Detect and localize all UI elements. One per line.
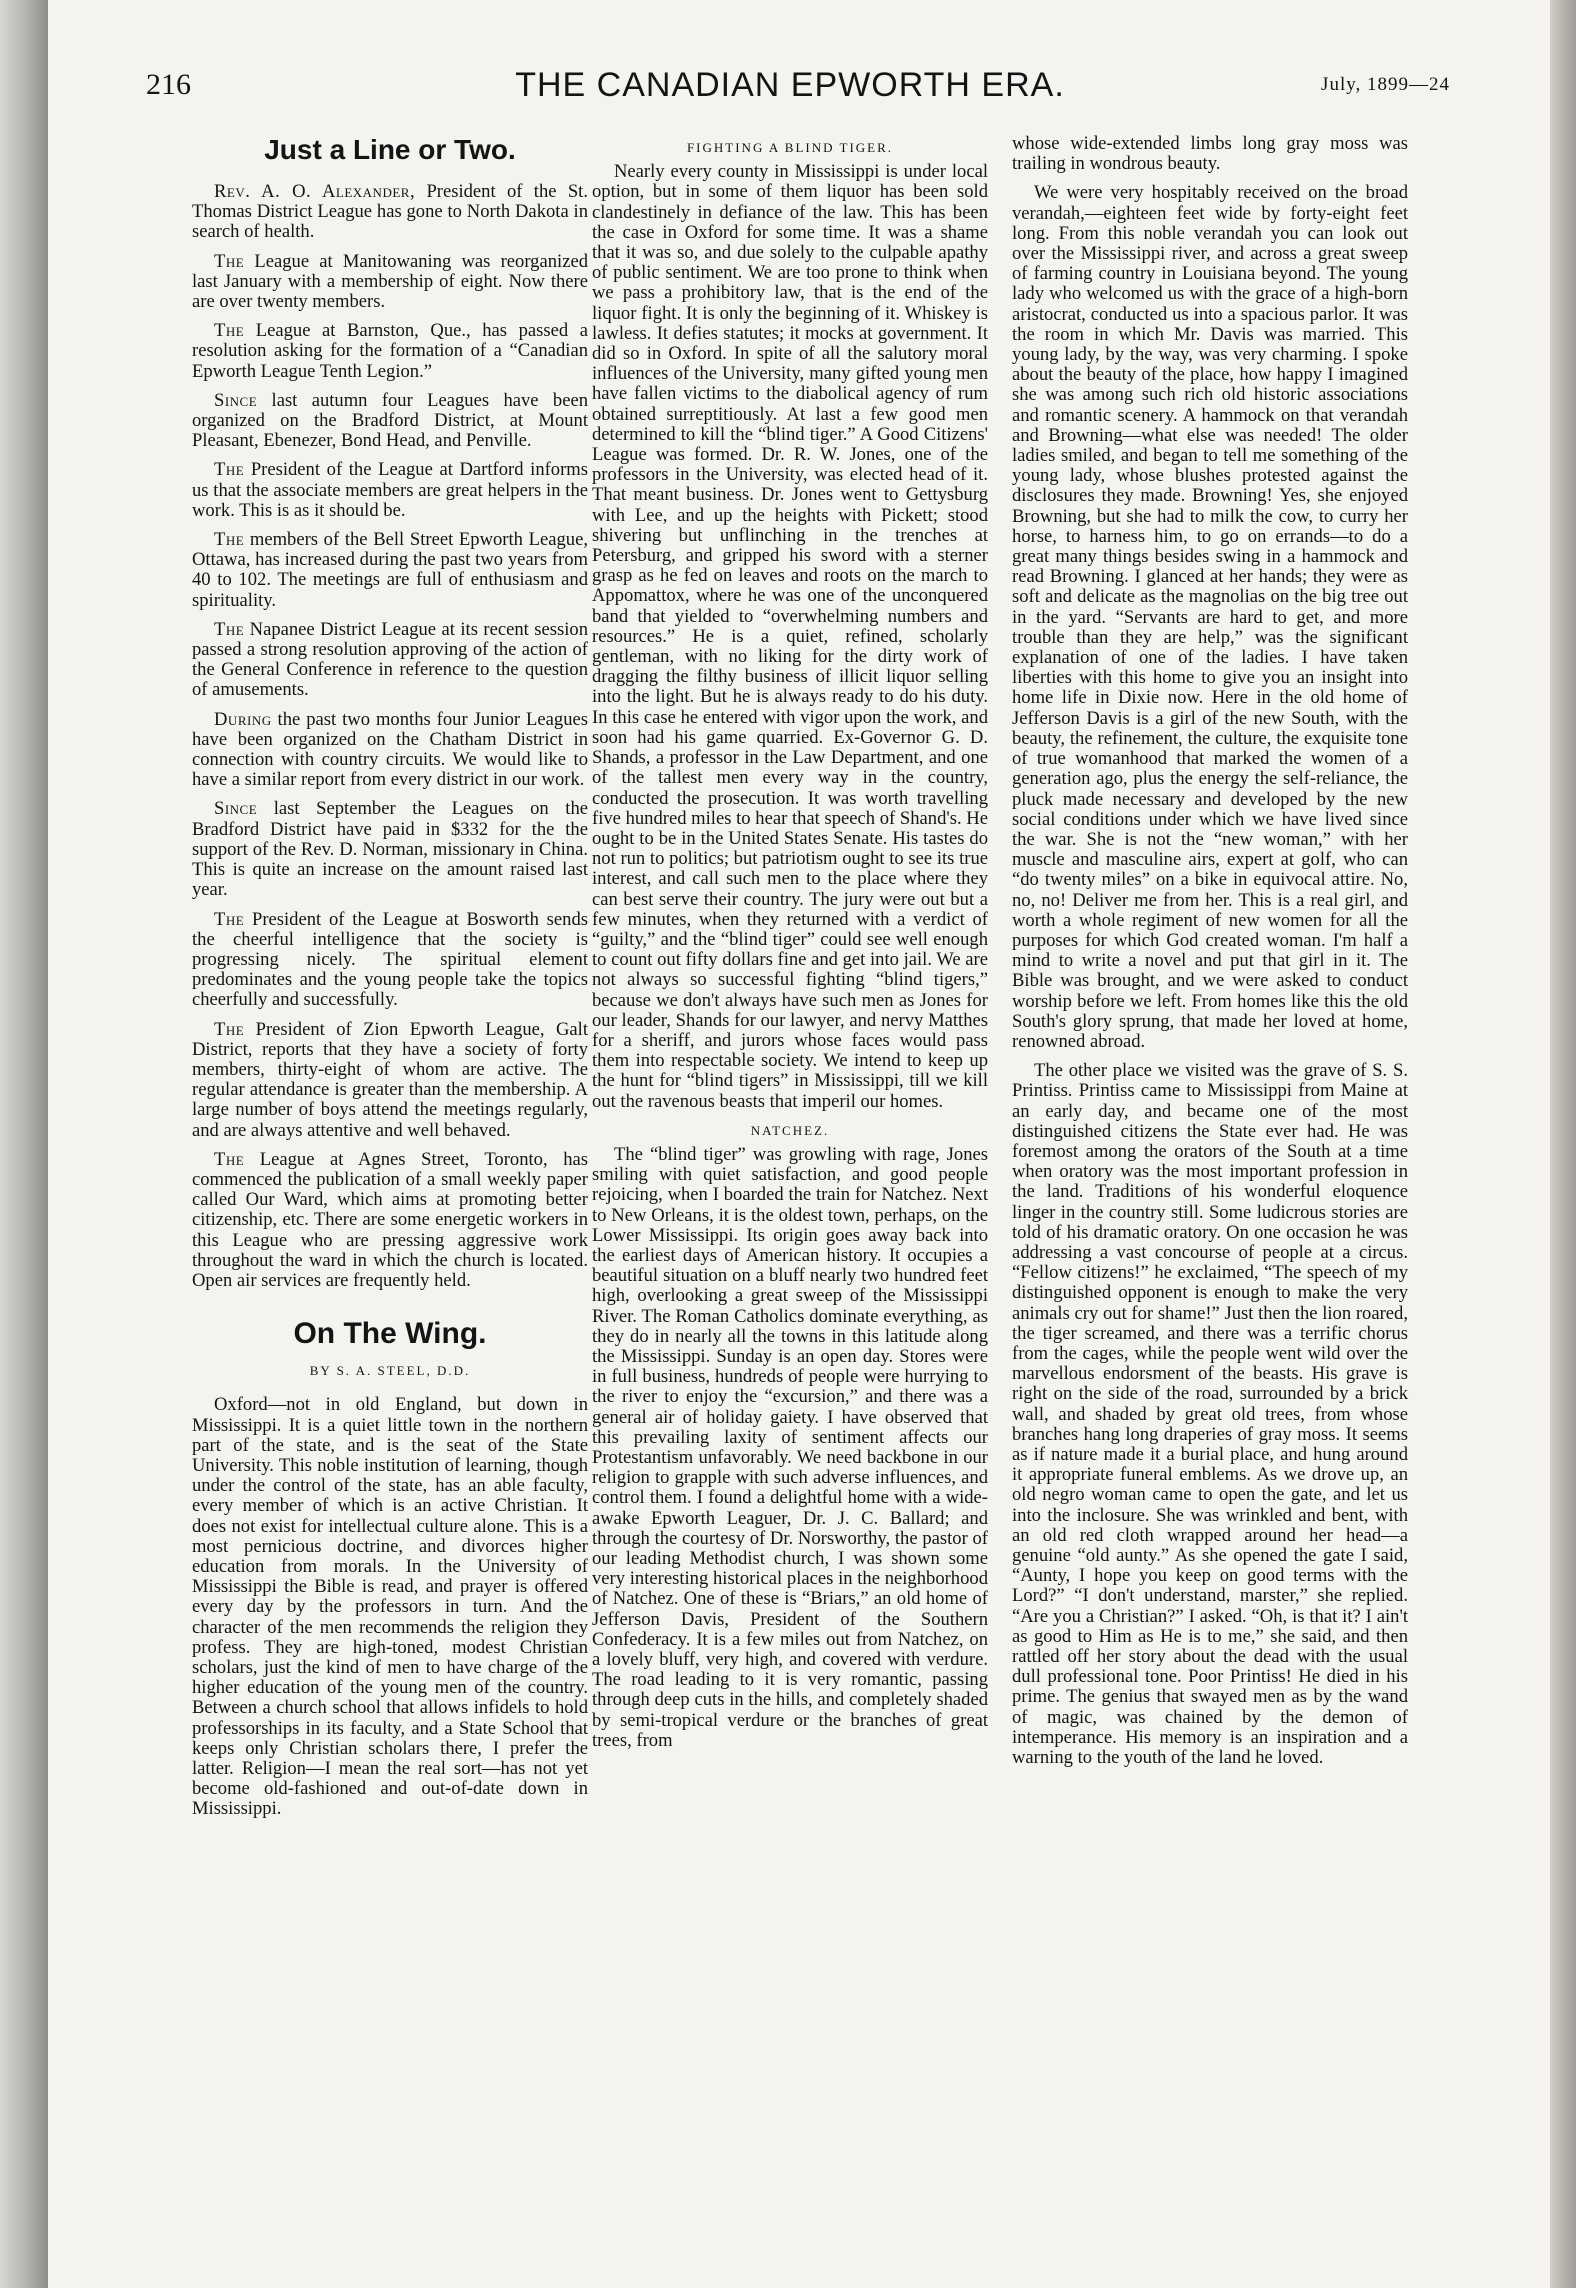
news-item-lead: Since xyxy=(214,798,258,820)
section-title-just-a-line: Just a Line or Two. xyxy=(264,134,516,165)
news-item xyxy=(192,620,588,701)
news-item xyxy=(192,391,588,452)
columns xyxy=(130,134,1450,2262)
paragraph: The other place we visited was the grave of S. S. Printiss. Printiss came to Mississippi from Maine at an early day, and became one of the most distinguished citizens the State ever had. He was foremost among the orators of the South at a time when oratory was the most important profession in the land. Traditions of his wonderful eloquence linger in the country still. Some ludicrous stories are told of his dramatic oratory. On one occasion he was addressing a vast concourse of people at a circus. “Fellow citizens!” he exclaimed, “The speech of my distinguished opponent is enough to make the very animals cry out for shame!” Just then the lion roared, the tiger screamed, and there was a terrific chorus from the cages, while the people went wild over the marvellous endorsment of the beasts. His grave is right on the side of the road, surrounded by a brick wall, and shaded by great old trees, from whose branches hang long draperies of gray moss. It seems as if nature made it a burial place, and hung around it appropriate funeral emblems. As we drove up, an old negro woman came to open the gate, and let us into the inclosure. She was wrinkled and bent, with an old red cloth wrapped around her head—a genuine “old aunty.” As she opened the gate I said, “Aunty, I hope you keep on good terms with the Lord?” “I don't understand, marster,” she replied. “Are you a Christian?” I asked. “Oh, is that it? I ain't as good to Him as He is to me,” she said, and then rattled off her story about the dead with the usual dull professional tone. Poor Printiss! He died in his prime. The genius that swayed men as by the wand of magic, was chained by the demon of intemperance. His memory is an inspiration and a warning to the youth of the land he loved. xyxy=(1012,1060,1408,1769)
news-item-lead: During xyxy=(214,708,272,730)
paragraph: whose wide-extended limbs long gray moss was trailing in wondrous beauty. xyxy=(1012,133,1408,175)
news-item-text: Napanee District League at its recent session passed a strong resolution approving of the action of the General Conference in reference to the question of amusements. xyxy=(192,618,588,701)
page-number: 216 xyxy=(146,68,191,101)
subhead-natchez: NATCHEZ. xyxy=(750,1122,830,1138)
news-item xyxy=(192,530,588,611)
news-item-lead: The xyxy=(214,1018,245,1040)
news-item xyxy=(192,799,588,900)
news-item xyxy=(192,321,588,382)
news-item xyxy=(192,710,588,791)
news-item-text: last September the Leagues on the Bradford District have paid in $332 for the the support of the Rev. D. Norman, missionary in China. This is quite an increase on the amount raised last year. xyxy=(192,798,588,901)
page-edge-right xyxy=(1550,0,1576,2288)
natchez-body xyxy=(592,1145,988,1751)
news-item-text: President of Zion Epworth League, Galt District, reports that they have a society of forty members, thirty-eight of whom are active. The regular attendance is greater than the membership. A large number of boys attend the meetings regularly, and are always attentive and well behaved. xyxy=(192,1018,588,1141)
column-3-body xyxy=(1012,134,1408,1768)
news-item-lead: The xyxy=(214,250,245,272)
page-edge-left xyxy=(0,0,48,2288)
news-item-lead: Since xyxy=(214,389,258,411)
news-item xyxy=(192,252,588,313)
paragraph: Oxford—not in old England, but down in Mississippi. It is a quiet little town in the northern part of the state, and is the seat of the State University. This noble institution of learning, though under the control of the state, has an able faculty, every member of which is an active Christian. It does not exist for intellectual culture alone. This is a most pernicious doctrine, and divorces higher education from morals. In the University of Mississippi the Bible is read, and prayer is offered every day by the professors in turn. And the character of the men recommends the religion they profess. They are high-toned, modest Christian scholars, just the kind of men to have charge of the higher education of the young men of the country. Between a church school that allows infidels to hold professorships in its faculty, and a State School that keeps only Christian scholars there, I prefer the latter. Religion—I mean the real sort—has not yet become old-fashioned and out-of-date down in Mississippi. xyxy=(192,1394,588,1820)
news-item-lead: The xyxy=(214,459,245,481)
news-item-text: League at Manitowaning was reorganized last January with a membership of eight. Now there are over twenty members. xyxy=(192,250,588,313)
blind-tiger-body xyxy=(592,162,988,1112)
paragraph: The “blind tiger” was growling with rage, Jones smiling with quiet satisfaction, and good people rejoicing, when I boarded the train for Natchez. Next to New Orleans, it is the oldest town, perhaps, on the Lower Mississippi. Its origin goes away back into the earliest days of American history. It occupies a beautiful situation on a bluff nearly two hundred feet high, overlooking a great sweep of the Mississippi River. The Roman Catholics dominate everything, as they do in nearly all the towns in this latitude along the Mississippi. Sunday is an open day. Stores were in full business, hundreds of people were hurrying to the river to enjoy the “excursion,” and there was a general air of holiday gaiety. I have observed that this prevailing laxity of sentiment affects our Protestantism unfavorably. We need backbone in our religion to grapple with such adverse influences, and control them. I found a delightful home with a wide-awake Epworth Leaguer, Dr. J. C. Ballard; and through the courtesy of Dr. Norsworthy, the pastor of our leading Methodist church, I was shown some very interesting historical places in the neighborhood of Natchez. One of these is “Briars,” an old home of Jefferson Davis, President of the Southern Confederacy. It is a few miles out from Natchez, on a lovely bluff, very high, and covered with verdure. The road leading to it is very romantic, passing through deep cuts in the hills, and completely shaded by semi-tropical verdure or the branches of great trees, from xyxy=(592,1143,988,1751)
news-item-lead: The xyxy=(214,618,245,640)
paragraph: Nearly every county in Mississippi is under local option, but in some of them liquor has been sold clandestinely in defiance of the law. This has been the case in Oxford for some time. It was a shame that it was so, and due solely to the culpable apathy of public sentiment. We are too prone to think when we pass a prohibitory law, that is the end of the liquor fight. It is only the beginning of it. Whiskey is lawless. It defies statutes; it mocks at government. It did so in Oxford. In spite of all the salutory moral influences of the University, many gifted young men have fallen victims to the diabolical agency of rum obtained surreptitiously. At last a few good men determined to kill the “blind tiger.” A Good Citizens' League was formed. Dr. R. W. Jones, one of the professors in the University, was elected head of it. That meant business. Dr. Jones went to Gettysburg with Lee, and up the heights with Pickett; stood shivering but unflinching in the trenches at Petersburg, and gripped his sword with a sterner grasp as he fed on leaves and roots on the march to Appomattox, where he was one of the unconquered band that yielded to “overwhelming numbers and resources.” He is a quiet, refined, scholarly gentleman, with no liking for the dirty work of dragging the filthy business of illicit liquor selling into the light. But he is always ready to do his duty. In this case he entered with vigor upon the work, and soon had his game quarried. Ex-Governor G. D. Shands, a professor in the Law Department, and one of the tallest men every way in the country, conducted the prosecution. It was worth travelling five hundred miles to hear that speech of Shand's. He ought to be in the United States Senate. His tastes do not run to politics; but patriotism ought to see its true interest, and call such men to the place where they can best serve their country. The jury were out but a few minutes, when they returned with a verdict of “guilty,” and the “blind tiger” could see well enough to count out fifty dollars fine and get into jail. We are not always so successful fighting “blind tigers,” because we don't always have such men as Jones for our leader, Shands for our lawyer, and nervy Matthes for a sheriff, and jurors whose faces would pass them into respectable society. We intend to keep up the hunt for “blind tigers” in Mississippi, till we kill out the ravenous beasts that imperil our homes. xyxy=(592,161,988,1112)
news-item-text: League at Barnston, Que., has passed a resolution asking for the formation of a “Canadian Epworth League Tenth Legion.” xyxy=(192,320,588,382)
column-3 xyxy=(1012,134,1408,2262)
column-2 xyxy=(592,134,988,2262)
news-item-lead: Rev. A. O. Alexander, xyxy=(214,181,416,202)
on-the-wing-body xyxy=(192,1395,588,1819)
news-item xyxy=(192,1150,588,1291)
news-item-text: President of the League at Dartford informs us that the associate members are great helpers in the work. This is as it should be. xyxy=(192,459,588,521)
news-item-text: President of the St. Thomas District League has gone to North Dakota in search of health. xyxy=(192,181,588,243)
subhead-blind-tiger: FIGHTING A BLIND TIGER. xyxy=(686,140,894,155)
news-item xyxy=(192,1020,588,1141)
news-item-text: members of the Bell Street Epworth League, Ottawa, has increased during the past two years from 40 to 102. The meetings are full of enthusiasm and spirituality. xyxy=(192,529,588,611)
news-item-lead: The xyxy=(214,908,245,930)
page-header xyxy=(130,62,1450,122)
issue-date: July, 1899—24 xyxy=(1321,74,1450,95)
news-item-text: the past two months four Junior Leagues have been organized on the Chatham District in connection with country circuits. We would like to have a similar report from every district in our work. xyxy=(192,708,588,791)
just-a-line-items xyxy=(192,182,588,1291)
column-1 xyxy=(192,134,588,2262)
paragraph: We were very hospitably received on the broad verandah,—eighteen feet wide by forty-eight feet long. From this noble verandah you can look out over the Mississippi river, and across a great sweep of farming country in Louisiana beyond. The young lady who welcomed us with the grace of a high-born aristocrat, conducted us into a spacious parlor. It was the room in which Mr. Davis was married. This young lady, by the way, was very charming. I spoke about the beauty of the place, how happy I imagined she was among such rich old historic associations and romantic scenery. A hammock on that verandah and Browning—what else was needed! The older ladies smiled, and began to tell me something of the young lady, whose blushes protested against the disclosures they made. Browning! Yes, she enjoyed Browning, but she had to milk the cow, to curry her horse, to harness him, to go on errands—to do a great many things besides swing in a hammock and read Browning. I glanced at her hands; they were as soft and delicate as the magnolias on the big tree out in the yard. “Servants are hard to get, and more trouble than they are help,” was the significant explanation of one of the ladies. I have taken liberties with this home to give you an insight into home life in Dixie now. Here in the old home of Jefferson Davis is a girl of the new South, with the beauty, the refinement, the culture, the exquisite tone of true womanhood that marked the women of a generation ago, plus the energy the self-reliance, the pluck made necessary and developed by the new social conditions under which we have lived since the war. She is not the “new woman,” with her muscle and masculine airs, expert at golf, who can “do twenty miles” on a bike in equivocal attire. No, no, no! Deliver me from her. This is a real girl, and worth a whole regiment of new women for all the purposes for which God created woman. I'm half a mind to write a novel and put that girl in it. The Bible was brought, and we were asked to conduct worship before we left. From homes like this the old South's glory sprung, that made her loved at home, renowned abroad. xyxy=(1012,182,1408,1052)
news-item xyxy=(192,910,588,1011)
masthead: THE CANADIAN EPWORTH ERA. xyxy=(515,66,1065,104)
news-item xyxy=(192,182,588,243)
news-item-lead: The xyxy=(214,320,245,342)
byline: BY S. A. STEEL, D.D. xyxy=(309,1363,471,1379)
news-item-lead: The xyxy=(214,1148,245,1170)
newspaper-page xyxy=(130,62,1450,2262)
news-item-lead: The xyxy=(214,529,245,551)
news-item-text: League at Agnes Street, Toronto, has commenced the publication of a small weekly paper called Our Ward, which aims at promoting better citizenship, etc. There are some energetic workers in this League who are pressing aggressive work throughout the ward in which the church is located. Open air services are frequently held. xyxy=(192,1148,588,1291)
news-item xyxy=(192,460,588,521)
news-item-text: President of the League at Bosworth sends the cheerful intelligence that the society is progressing nicely. The spiritual element predominates and the young people take the topics cheerfully and successfully. xyxy=(192,908,588,1011)
news-item-text: last autumn four Leagues have been organized on the Bradford District, at Mount Pleasant, Ebenezer, Bond Head, and Penville. xyxy=(192,389,588,452)
article-title-on-the-wing: On The Wing. xyxy=(293,1317,487,1351)
